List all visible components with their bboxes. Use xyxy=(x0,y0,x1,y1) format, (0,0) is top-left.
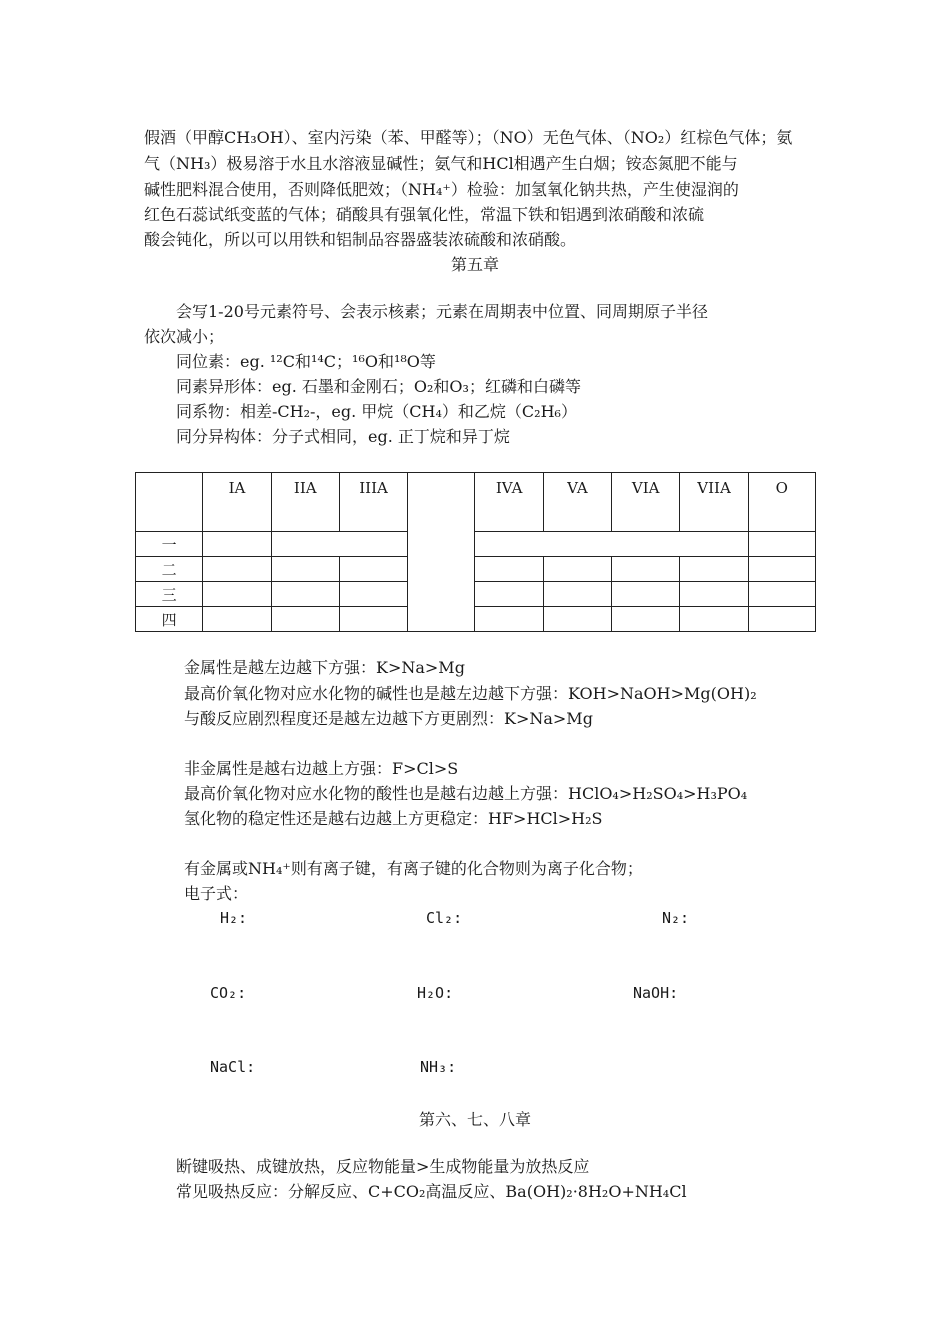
nonmetal-line-3: 氢化物的稳定性还是越右边越上方更稳定：HF>HCl>H₂S xyxy=(184,809,603,828)
metal-line-1: 金属性是越左边越下方强：K>Na>Mg xyxy=(184,658,465,677)
chapter5-line-1: 会写1-20号元素符号、会表示核素；元素在周期表中位置、同周期原子半径 xyxy=(176,302,708,321)
header-o: O xyxy=(748,473,815,532)
header-va: VA xyxy=(543,473,611,532)
table-cell xyxy=(271,532,408,557)
table-cell xyxy=(475,532,748,557)
table-cell xyxy=(339,557,407,582)
ef-nh3: NH₃: xyxy=(420,1058,457,1076)
chapter678-line-1: 断键吸热、成键放热，反应物能量>生成物能量为放热反应 xyxy=(176,1157,590,1176)
header-ia: IA xyxy=(203,473,271,532)
ef-cl2: Cl₂: xyxy=(426,909,463,927)
homolog-line: 同系物：相差-CH₂-，eg. 甲烷（CH₄）和乙烷（C₂H₆） xyxy=(176,402,577,421)
table-cell xyxy=(543,607,611,632)
isotope-line: 同位素：eg. ¹²C和¹⁴C；¹⁶O和¹⁸O等 xyxy=(176,352,436,371)
row-label-3: 三 xyxy=(136,582,203,607)
table-cell xyxy=(612,607,680,632)
table-cell xyxy=(543,557,611,582)
intro-line-1: 假酒（甲醇CH₃OH）、室内污染（苯、甲醛等）；（NO）无色气体、（NO₂）红棕色气体；氨 xyxy=(144,128,793,147)
table-cell xyxy=(475,582,543,607)
periodic-table xyxy=(135,472,816,632)
header-iva: IVA xyxy=(475,473,543,532)
chapter5-title: 第五章 xyxy=(450,255,499,274)
table-cell xyxy=(680,557,748,582)
table-cell xyxy=(271,607,339,632)
table-cell xyxy=(339,582,407,607)
table-cell xyxy=(680,607,748,632)
row-label-4: 四 xyxy=(136,607,203,632)
table-cell xyxy=(475,607,543,632)
table-cell xyxy=(203,607,271,632)
table-cell xyxy=(748,557,815,582)
intro-line-4: 红色石蕊试纸变蓝的气体；硝酸具有强氧化性，常温下铁和铝遇到浓硝酸和浓硫 xyxy=(144,205,705,224)
intro-line-2: 气（NH₃）极易溶于水且水溶液显碱性；氨气和HCl相遇产生白烟；铵态氮肥不能与 xyxy=(144,154,738,173)
table-cell xyxy=(203,557,271,582)
chapter678-line-2: 常见吸热反应：分解反应、C+CO₂高温反应、Ba(OH)₂·8H₂O+NH₄Cl xyxy=(176,1182,687,1201)
table-cell xyxy=(475,557,543,582)
table-cell xyxy=(680,582,748,607)
table-cell xyxy=(612,582,680,607)
table-cell xyxy=(203,582,271,607)
allotrope-line: 同素异形体：eg. 石墨和金刚石；O₂和O₃；红磷和白磷等 xyxy=(176,377,581,396)
table-cell xyxy=(748,532,815,557)
table-cell xyxy=(748,607,815,632)
table-cell xyxy=(271,582,339,607)
chapter5-line-2: 依次减小； xyxy=(144,327,225,346)
ef-nacl: NaCl: xyxy=(210,1058,256,1076)
ionic-line-1: 有金属或NH₄⁺则有离子键，有离子键的化合物则为离子化合物； xyxy=(184,859,643,878)
ef-co2: CO₂: xyxy=(210,984,247,1002)
header-via: VIA xyxy=(612,473,680,532)
ef-n2: N₂: xyxy=(662,909,690,927)
table-cell xyxy=(612,557,680,582)
table-cell xyxy=(339,607,407,632)
table-cell xyxy=(543,582,611,607)
intro-line-3: 碱性肥料混合使用，否则降低肥效；（NH₄⁺）检验：加氢氧化钠共热，产生使湿润的 xyxy=(144,180,739,199)
row-label-2: 二 xyxy=(136,557,203,582)
header-iia: IIA xyxy=(271,473,339,532)
ef-h2o: H₂O: xyxy=(417,984,454,1002)
corner-cell xyxy=(136,473,203,532)
transition-gap xyxy=(408,473,475,632)
intro-line-5: 酸会钝化，所以可以用铁和铝制品容器盛装浓硫酸和浓硝酸。 xyxy=(144,230,577,249)
chapter678-title: 第六、七、八章 xyxy=(418,1110,531,1129)
table-cell xyxy=(748,582,815,607)
isomer-line: 同分异构体：分子式相同，eg. 正丁烷和异丁烷 xyxy=(176,427,510,446)
nonmetal-line-1: 非金属性是越右边越上方强：F>Cl>S xyxy=(184,759,459,778)
nonmetal-line-2: 最高价氧化物对应水化物的酸性也是越右边越上方强：HClO₄>H₂SO₄>H₃PO₄ xyxy=(184,784,748,803)
table-cell xyxy=(203,532,271,557)
header-viia: VIIA xyxy=(680,473,748,532)
row-label-1: 一 xyxy=(136,532,203,557)
header-iiia: IIIA xyxy=(339,473,407,532)
metal-line-3: 与酸反应剧烈程度还是越左边越下方更剧烈：K>Na>Mg xyxy=(184,709,593,728)
ef-h2: H₂: xyxy=(220,909,248,927)
table-cell xyxy=(271,557,339,582)
ef-naoh: NaOH: xyxy=(633,984,679,1002)
electron-formula-label: 电子式： xyxy=(184,884,249,903)
metal-line-2: 最高价氧化物对应水化物的碱性也是越左边越下方强：KOH>NaOH>Mg(OH)₂ xyxy=(184,684,757,703)
